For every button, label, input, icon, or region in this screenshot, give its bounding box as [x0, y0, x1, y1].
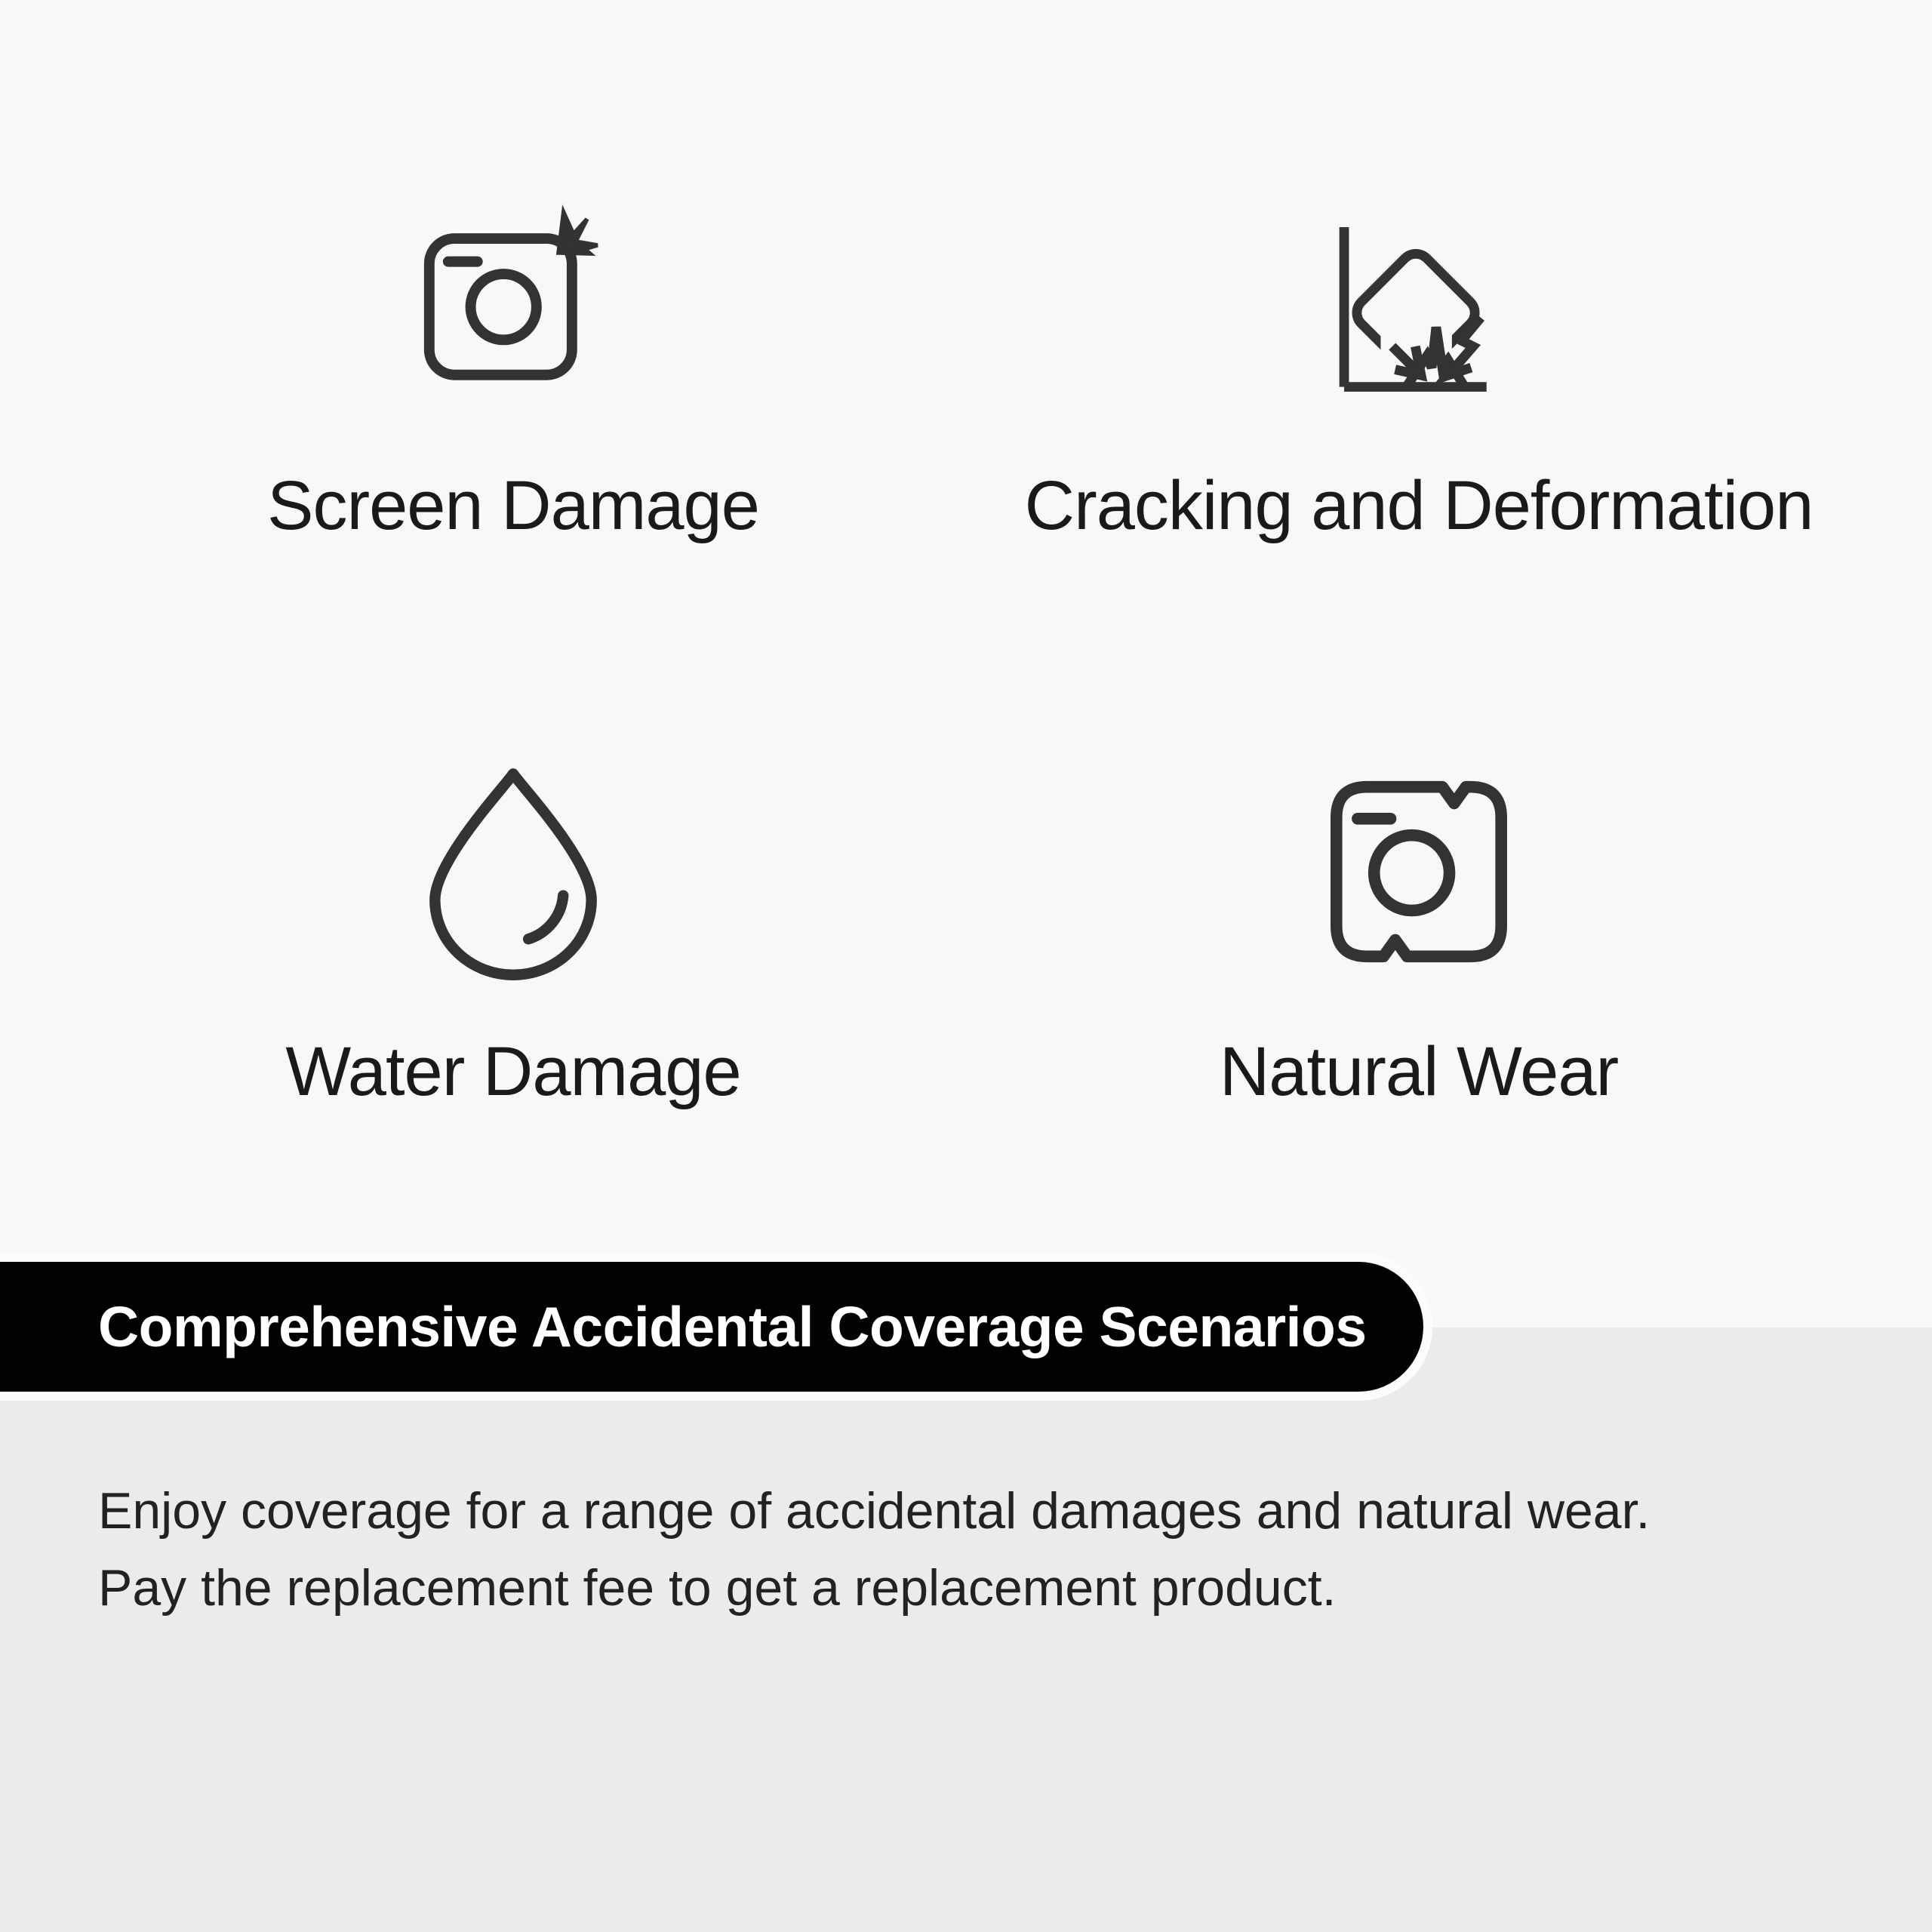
coverage-description-line1: Enjoy coverage for a range of accidental damages and natural wear. [98, 1482, 1651, 1540]
coverage-item-cracking [966, 200, 1872, 547]
coverage-item-natural-wear [966, 766, 1872, 1113]
worn-camera-icon [1301, 766, 1537, 977]
bottom-section-background [0, 1327, 1932, 1932]
coverage-item-label: Natural Wear [1219, 1033, 1619, 1111]
coverage-item-label: Cracking and Deformation [1024, 467, 1814, 544]
coverage-grid [60, 200, 1872, 1114]
coverage-description [98, 1472, 1857, 1626]
section-banner-title: Comprehensive Accidental Coverage Scenarios [98, 1295, 1367, 1358]
falling-object-impact-icon [1323, 200, 1515, 411]
coverage-item-label: Screen Damage [267, 467, 759, 544]
section-banner [0, 1262, 1423, 1392]
camera-impact-icon [408, 200, 618, 411]
coverage-item-water-damage [60, 766, 966, 1113]
coverage-item-label: Water Damage [285, 1033, 741, 1111]
coverage-description-line2: Pay the replacement fee to get a replacement product. [98, 1559, 1337, 1617]
coverage-item-screen-damage [60, 200, 966, 547]
water-drop-icon [405, 766, 622, 977]
